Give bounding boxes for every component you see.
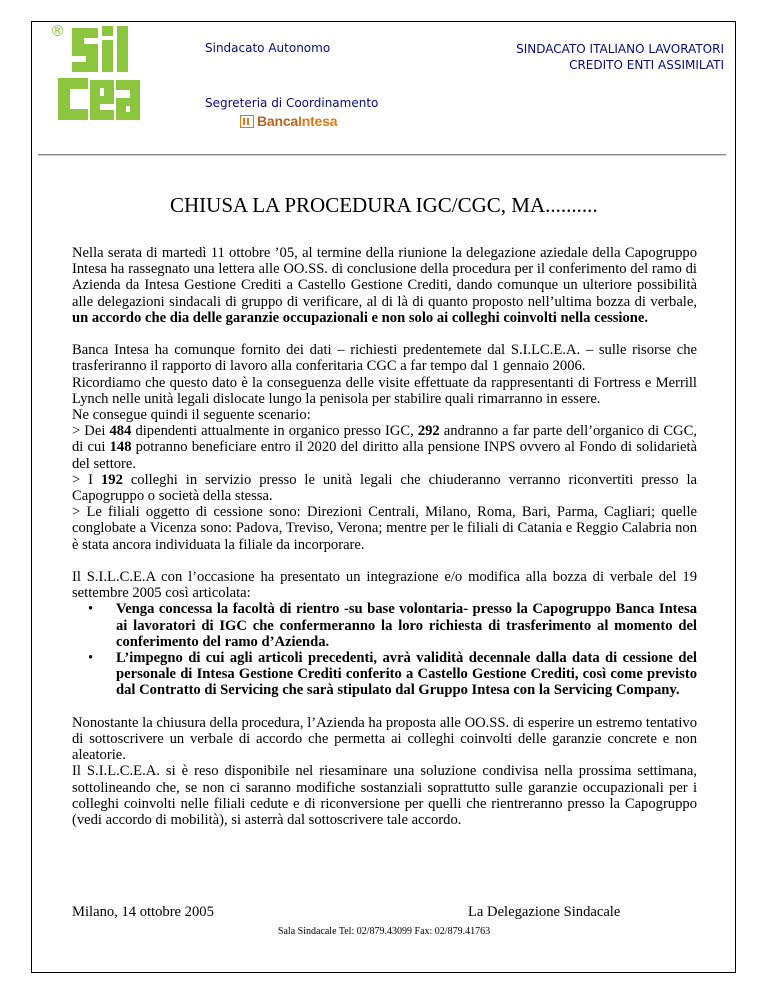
paragraph-attempt: Nonostante la chiusura della procedura, l’Azienda ha proposta alle OO.SS. di esperire un estremo tentativo di sottoscrivere un verbale di accordo che permetta ai colleghi coinvolti delle garanzie concrete e non aleatorie.: [72, 714, 697, 764]
paragraph-intro: [72, 245, 697, 326]
union-name-left: Sindacato Autonomo: [205, 41, 331, 55]
footer-contacts: Sala Sindacale Tel: 02/879.43099 Fax: 02/879.41763: [277, 926, 491, 937]
text-fragment: dipendenti attualmente in organico presso IGC,: [131, 423, 418, 440]
header-divider: [38, 154, 726, 156]
text-fragment: colleghi in servizio presso le unità legali che chiuderanno verranno riconvertiti presso la Capogruppo o società della stessa.: [72, 471, 697, 505]
secretariat-label: Segreteria di Coordinamento: [205, 96, 379, 110]
text-fragment: > I: [72, 471, 101, 488]
staff-count-igc: 484: [109, 423, 132, 440]
union-name-right-line1: SINDACATO ITALIANO LAVORATORI: [516, 42, 724, 56]
paragraph-reconversion: [72, 472, 697, 504]
text-fragment: potranno beneficiare entro il 2020 del diritto alla pensione INPS ovvero al Fondo di solidarietà del settore.: [72, 439, 698, 472]
staff-count-cgc: 292: [417, 423, 440, 440]
bank-logo: [240, 113, 337, 129]
text-fragment: > Dei: [72, 423, 110, 440]
place-date: Milano, 14 ottobre 2005: [72, 904, 214, 920]
paragraph-branches: > Le filiali oggetto di cessione sono: Direzioni Centrali, Milano, Roma, Bari, Parma, Cagliari; quelle conglobate a Vicenza sono: Padova, Treviso, Verona; mentre per le filiali di Catania e Reggio Calabria non è stata ancora individuata la filiale da incorporare.: [72, 504, 697, 553]
signature-delegation: La Delegazione Sindacale: [468, 904, 621, 920]
proposal-item: • Venga concessa la facoltà di rientro -su base volontaria- presso la Capogruppo Banca Intesa ai lavoratori di IGC che confermeranno la loro richiesta di trasferimento al momento del conferimento del ramo d’Azienda.: [116, 601, 697, 650]
staff-count-pension: 148: [109, 439, 132, 456]
bank-name-part2: Intesa: [298, 113, 338, 129]
union-name-right: [516, 41, 724, 73]
document-title: CHIUSA LA PROCEDURA IGC/CGC, MA..........: [170, 193, 598, 217]
proposal-list: [72, 601, 697, 698]
proposal-item: • L’impegno di cui agli articoli precedenti, avrà validità decennale dalla data di cessione del personale di Intesa Gestione Crediti conferito a Castello Gestione Crediti, così come previsto dal Contratto di Servicing che sarà stipulato dal Gruppo Intesa con la Servicing Company.: [116, 650, 697, 699]
paragraph-staff-numbers: [72, 423, 697, 472]
text-fragment: andranno a far parte dell’organico di CGC, di cui: [72, 423, 697, 456]
bank-building-icon: [240, 115, 254, 128]
registered-mark: ®: [50, 22, 65, 40]
staff-count-reconverted: 192: [100, 471, 123, 488]
paragraph-scenario: Ne consegue quindi il seguente scenario:: [72, 407, 311, 424]
paragraph-data: Banca Intesa ha comunque fornito dei dati – richiesti predentemete dal S.I.LC.E.A. – sulle risorse che trasferiranno il rapporto di lavoro alla conferitaria CGC a far tempo dal 1 gennaio 2006.: [72, 342, 697, 375]
paragraph-intro-text: Nella serata di martedì 11 ottobre ’05, al termine della riunione la delegazione aziedale della Capogruppo Intesa ha rassegnato una lettera alle OO.SS. di conclusione della procedura per il conferimento del ramo di Azienda da Intesa Gestione Crediti a Castello Gestione Crediti, dando comunque un ulteriore possibilità alle delegazioni sindacali di gruppo di verificare, al di là di quanto proposto nell’ultima bozza di verbale,: [72, 245, 697, 310]
paragraph-intro-bold: un accordo che dia delle garanzie occupazionali e non solo ai colleghi coinvolti nella cessione.: [72, 309, 649, 326]
paragraph-proposal: Il S.I.L.C.E.A con l’occasione ha presentato un integrazione e/o modifica alla bozza di verbale del 19 settembre 2005 così articolata:: [72, 569, 697, 602]
silcea-logo-icon: [50, 20, 150, 128]
paragraph-availability: Il S.I.L.C.E.A. si è reso disponibile nel riesaminare una soluzione condivisa nella prossima settimana, sottolineando che, se non ci saranno modifiche sostanziali soprattutto sulle garanzie occupazionali per i colleghi coinvolti nelle filiali cedute e di riconversione per quelli che rientreranno presso la Capogruppo (vedi accordo di mobilità), si asterrà dal sottoscrivere tale accordo.: [72, 763, 697, 829]
bank-name: [257, 113, 337, 129]
union-name-right-line2: CREDITO ENTI ASSIMILATI: [569, 58, 724, 72]
document-body: [72, 245, 697, 828]
paragraph-reminder: Ricordiamo che questo dato è la conseguenza delle visite effettuate da rappresentanti di Fortress e Merrill Lynch nelle unità legali dislocate lungo la penisola per stabilire quali rimarranno in essere.: [72, 374, 697, 407]
bank-name-part1: Banca: [257, 113, 299, 129]
